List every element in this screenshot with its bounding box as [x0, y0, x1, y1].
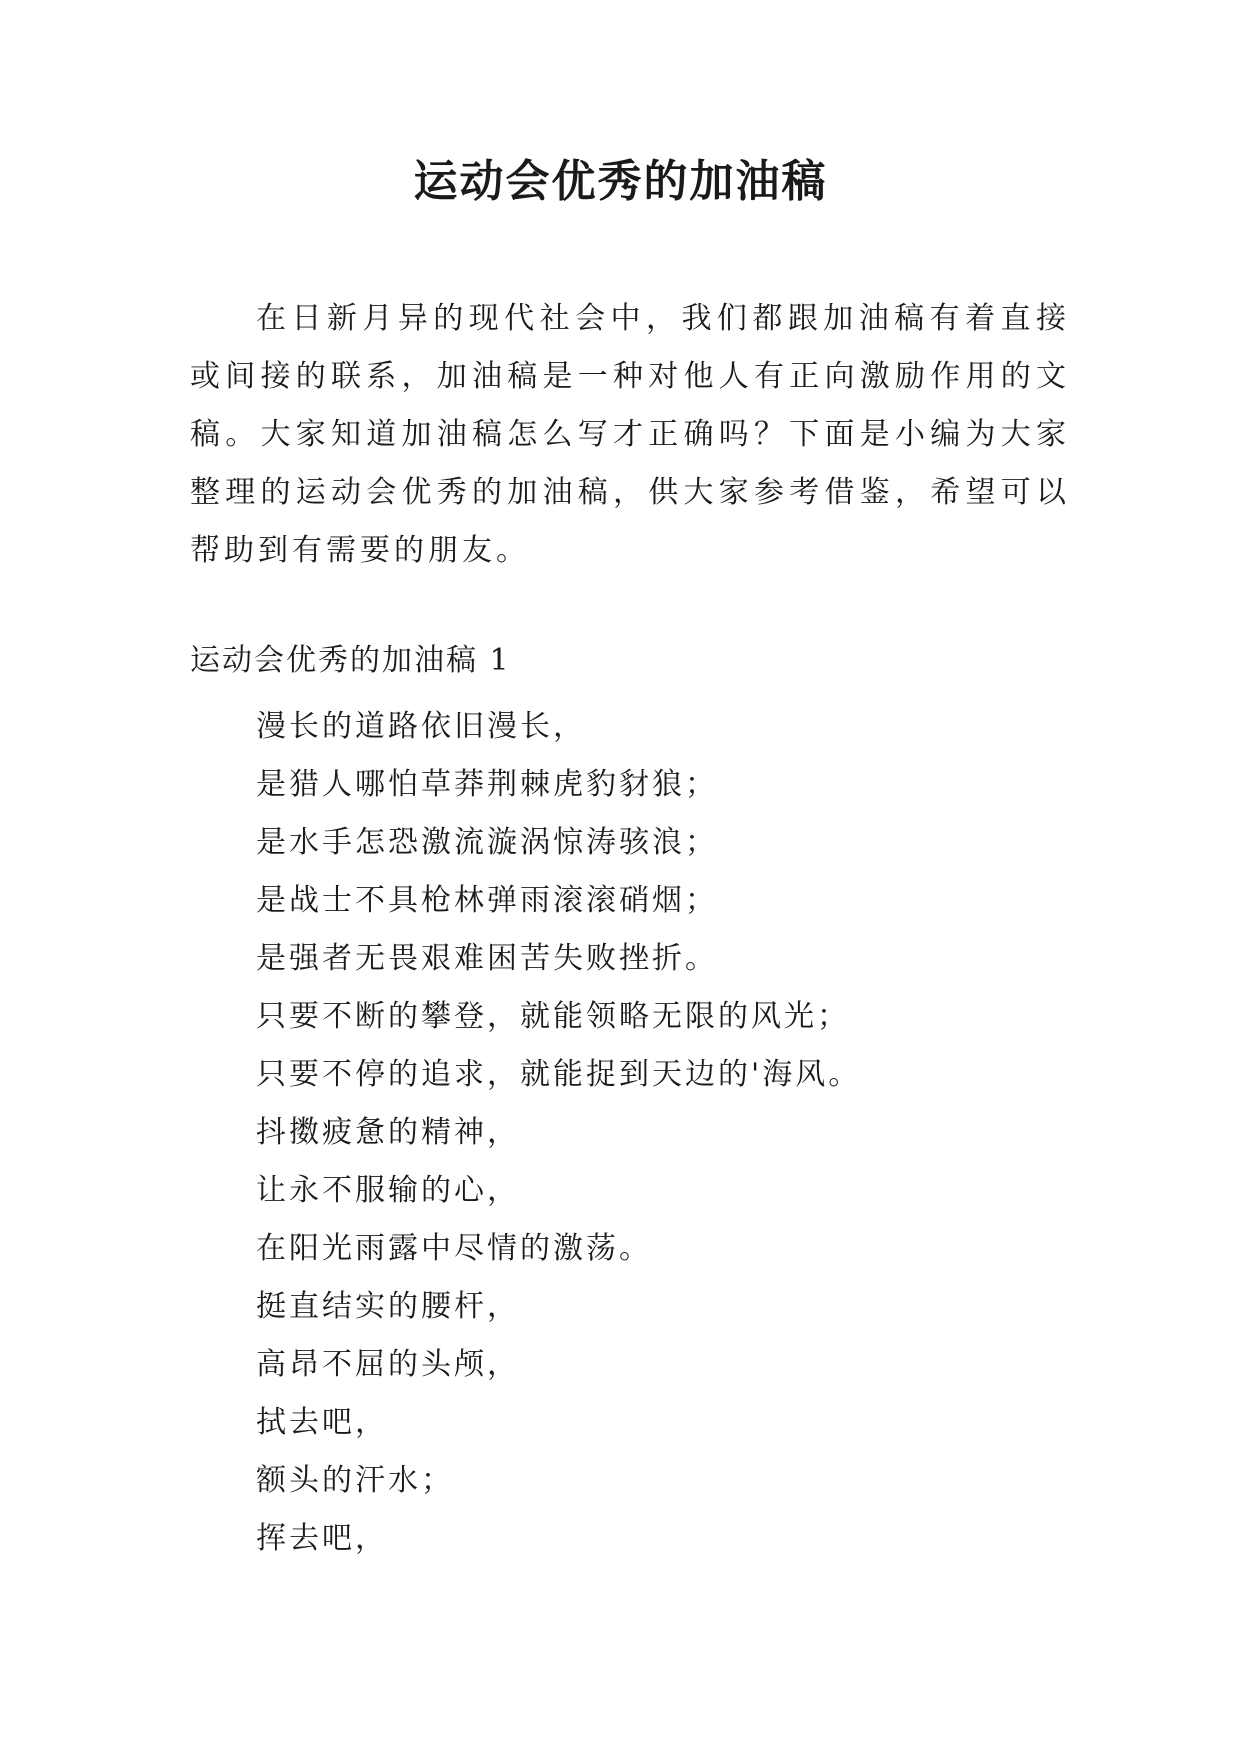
poem-line: 抖擞疲惫的精神， [256, 1115, 520, 1150]
poem-line: 只要不断的攀登，就能领略无限的风光； [256, 999, 850, 1034]
poem-line: 挥去吧， [256, 1521, 388, 1556]
poem [256, 698, 861, 1568]
poem-line: 是强者无畏艰难困苦失败挫折。 [256, 941, 718, 976]
poem-line: 漫长的道路依旧漫长， [256, 709, 586, 744]
section-heading: 运动会优秀的加油稿 1 [190, 643, 511, 678]
document-title: 运动会优秀的加油稿 [413, 156, 828, 207]
poem-line: 是水手怎恐激流漩涡惊涛骇浪； [256, 825, 718, 860]
poem-line: 在阳光雨露中尽情的激荡。 [256, 1231, 652, 1266]
poem-line: 挺直结实的腰杆， [256, 1289, 520, 1324]
intro-paragraph: 在日新月异的现代社会中，我们都跟加油稿有着直接或间接的联系，加油稿是一种对他人有正向激励作用的文稿。大家知道加油稿怎么写才正确吗？下面是小编为大家整理的运动会优秀的加油稿，供大家参考借鉴，希望可以帮助到有需要的朋友。 [190, 301, 1070, 568]
poem-line: 让永不服输的心， [256, 1173, 520, 1208]
poem-line: 拭去吧， [256, 1405, 388, 1440]
poem-line: 额头的汗水； [256, 1463, 454, 1498]
poem-line: 高昂不屈的头颅， [256, 1347, 520, 1382]
poem-line: 只要不停的追求，就能捉到天边的'海风。 [256, 1057, 862, 1092]
poem-line: 是猎人哪怕草莽荆棘虎豹豺狼； [256, 767, 718, 802]
poem-line: 是战士不具枪林弹雨滚滚硝烟； [256, 883, 718, 918]
